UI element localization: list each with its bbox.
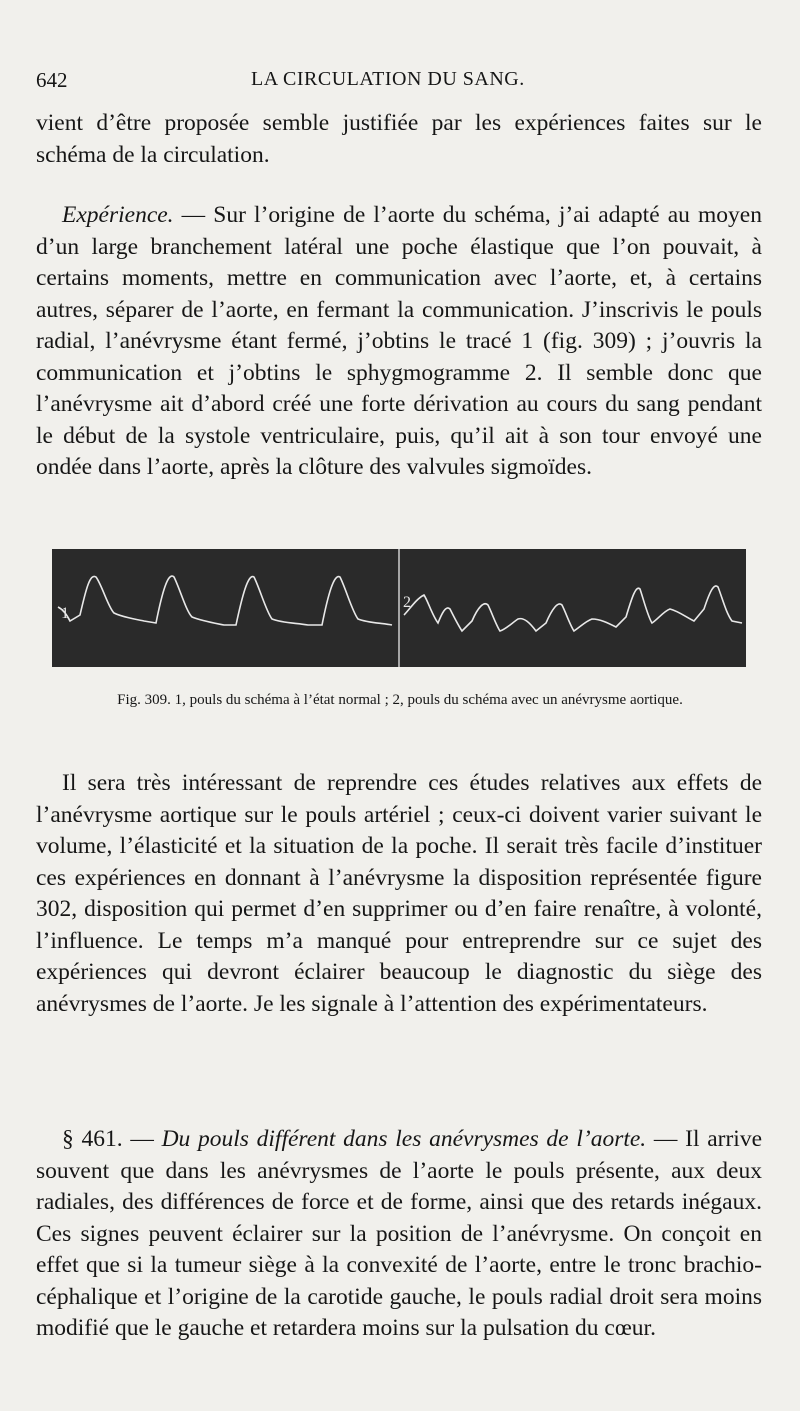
paragraph-4 [36,1124,762,1345]
paragraph-4-text: — Il arrive souvent que dans les anévrysmes de l’aorte le pouls présente, aux deux radiales, des différences de force et de forme, ainsi que des retards inégaux. Ces signes peuvent éclairer sur la position de l’anévrysme. On conçoit en effet que si la tumeur siège à la convexité de l’aorte, entre le tronc brachio-céphalique et l’origine de la carotide gauche, le pouls radial droit sera moins modifié que le gauche et retardera moins sur la pulsation du cœur. [36,1126,763,1341]
paragraph-1 [36,108,762,171]
paragraph-2 [36,200,762,484]
trace-label-2: 2 [403,594,411,611]
paragraph-2-body [36,200,762,484]
section-separator: — [122,1126,162,1152]
paragraph-3-text: Il sera très intéressant de reprendre ces études relatives aux effets de l’anévrysme aortique sur le pouls artériel ; ceux-ci doivent varier suivant le volume, l’élasticité et la situation de la poche. Il serait très facile d’instituer ces expériences en donnant à l’anévrysme la disposition représentée figure 302, disposition qui permet d’en supprimer ou d’en faire renaître, à volonté, l’influence. Le temps m’a manqué pour entreprendre sur ce sujet des expériences qui devront éclairer beaucoup le diagnostic du siège des anévrysmes de l’aorte. Je les signale à l’attention des expérimentateurs. [36,770,762,1017]
page-header [36,68,770,98]
running-head: LA CIRCULATION DU SANG. [251,68,525,90]
paragraph-4-body [36,1124,762,1345]
experience-label: Expérience. [62,202,174,228]
trace-label-1: 1 [61,605,69,622]
figure-309 [52,549,746,667]
sphygmogram-svg [52,549,746,667]
page-number: 642 [36,68,68,92]
figure-caption: Fig. 309. 1, pouls du schéma à l’état normal ; 2, pouls du schéma avec un anévrysme aortique. [117,692,683,708]
section-title: Du pouls différent dans les anévrysmes de l’aorte. [161,1126,647,1152]
paragraph-3 [36,768,762,1020]
paragraph-2-text: — Sur l’origine de l’aorte du schéma, j’ai adapté au moyen d’un large branchement latéral une poche élastique que l’on pouvait, à certains moments, mettre en communication avec l’aorte, et, à certains autres, séparer de l’aorte, en fermant la communication. J’inscrivis le pouls radial, l’anévrysme étant fermé, j’obtins le tracé 1 (fig. 309) ; j’ouvris la communication et j’obtins le sphygmogramme 2. Il semble donc que l’anévrysme ait d’abord créé une forte dérivation au cours du sang pendant le début de la systole ventriculaire, puis, qu’il ait à son tour envoyé une ondée dans l’aorte, après la clôture des valvules sigmoïdes. [36,202,762,480]
section-number: § 461. [62,1126,123,1152]
paragraph-1-text: vient d’être proposée semble justifiée par les expériences faites sur le schéma de la circulation. [36,110,762,168]
